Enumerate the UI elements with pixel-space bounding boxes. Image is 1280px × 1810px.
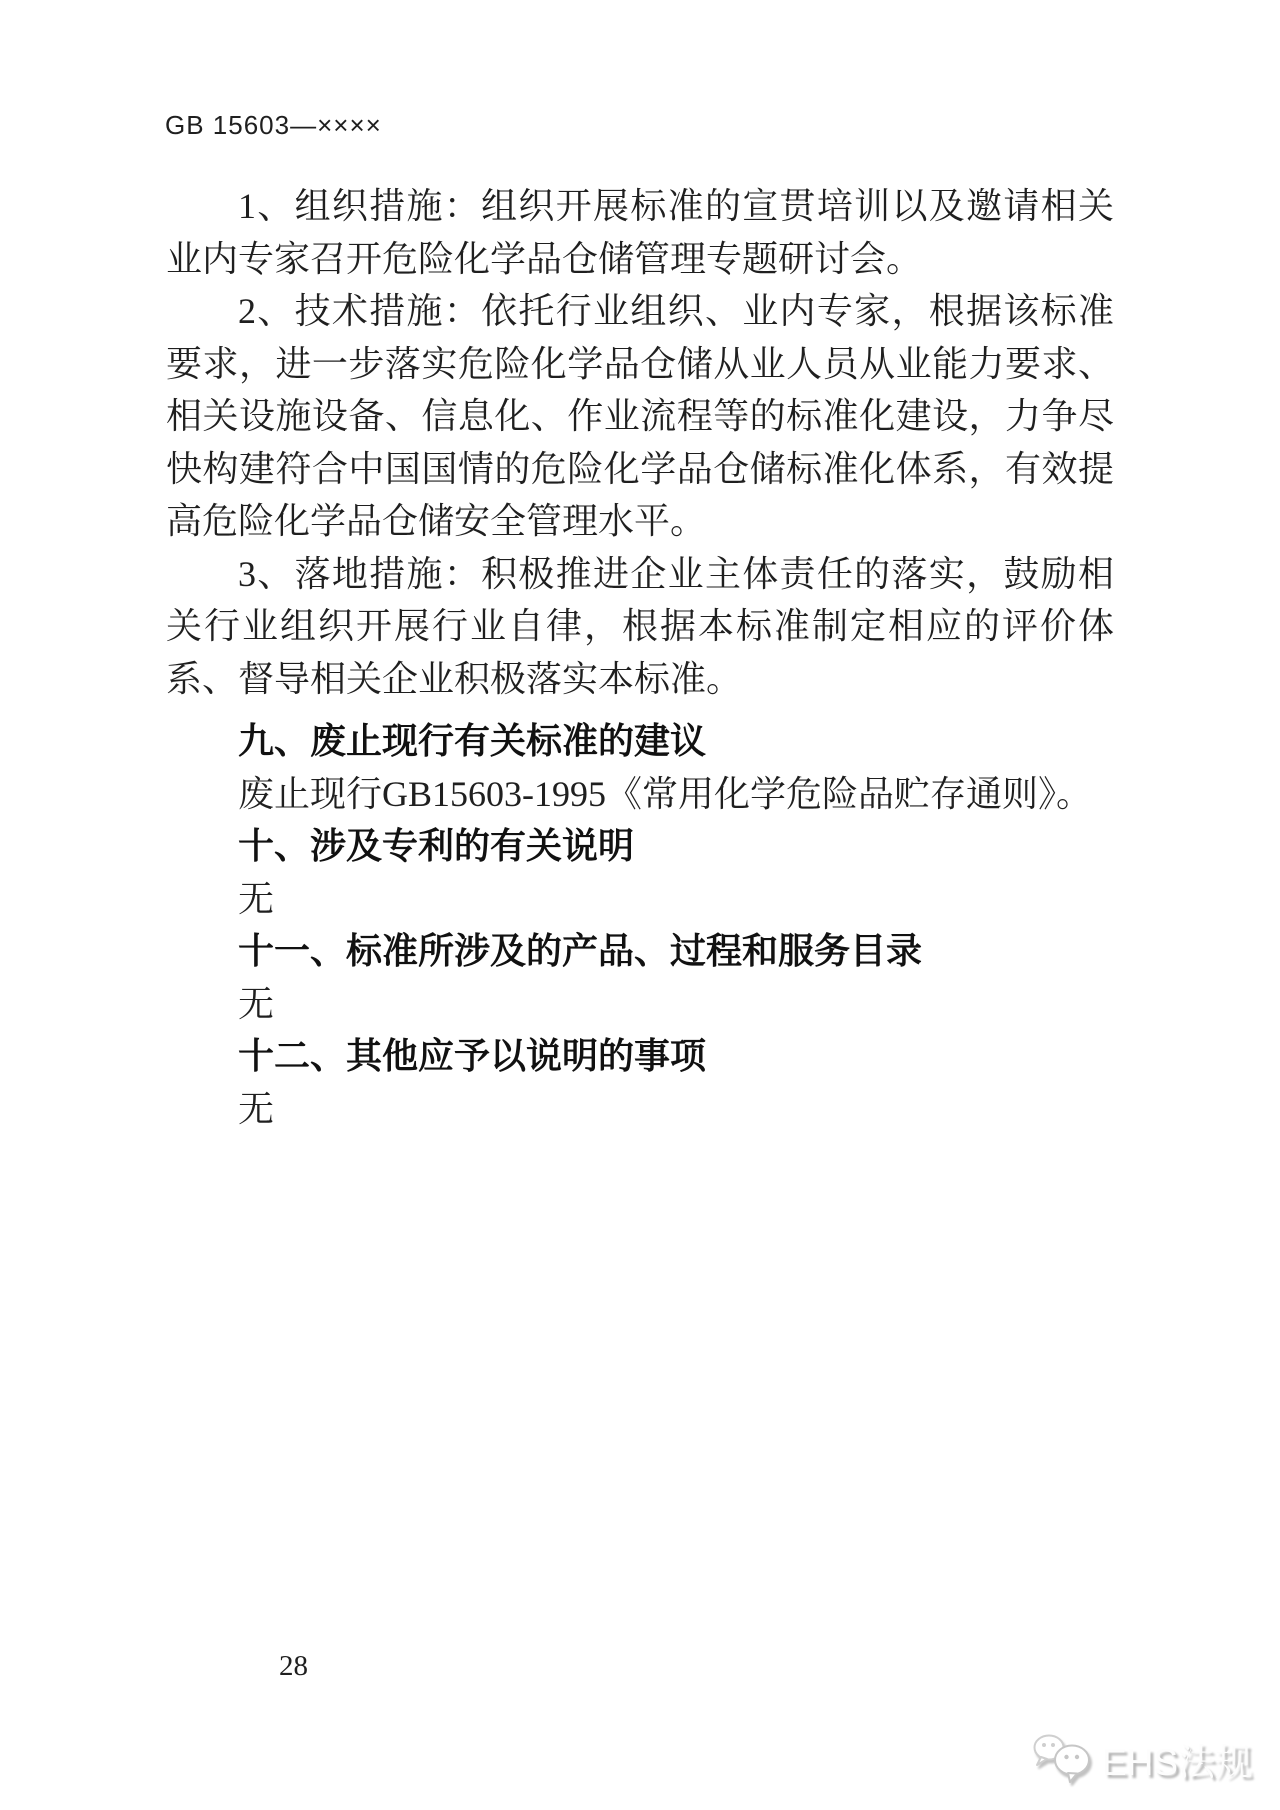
section-heading-11: 十一、标准所涉及的产品、过程和服务目录 bbox=[238, 930, 923, 971]
paragraph-catalog-none: 无 bbox=[238, 983, 275, 1024]
paragraph-abolish-standard: 废止现行GB15603-1995《常用化学危险品贮存通则》。 bbox=[238, 773, 1092, 814]
section-heading-9: 九、废止现行有关标准的建议 bbox=[238, 720, 707, 761]
paragraph-organizational-measures: 1、组织措施：组织开展标准的宣贯培训以及邀请相关业内专家召开危险化学品仓储管理专题研讨会。 bbox=[166, 186, 1114, 279]
paragraph-patents-none: 无 bbox=[238, 878, 275, 919]
watermark-label: EHS法规 bbox=[1102, 1742, 1253, 1783]
paragraph-other-none: 无 bbox=[238, 1088, 275, 1129]
standard-number-header: GB 15603—×××× bbox=[165, 110, 382, 140]
paragraph-technical-measures: 2、技术措施：依托行业组织、业内专家，根据该标准要求，进一步落实危险化学品仓储从业人员从业能力要求、相关设施设备、信息化、作业流程等的标准化建设，力争尽快构建符合中国国情的危险化学品仓储标准化体系，有效提高危险化学品仓储安全管理水平。 bbox=[166, 291, 1114, 541]
page-number: 28 bbox=[279, 1650, 308, 1682]
wechat-chat-bubbles-icon bbox=[1032, 1734, 1094, 1784]
paragraph-implementation-measures: 3、落地措施：积极推进企业主体责任的落实，鼓励相关行业组织开展行业自律，根据本标准制定相应的评价体系、督导相关企业积极落实本标准。 bbox=[166, 553, 1114, 699]
watermark bbox=[1032, 1732, 1252, 1786]
section-heading-12: 十二、其他应予以说明的事项 bbox=[238, 1035, 707, 1076]
document-body bbox=[166, 180, 1114, 1135]
section-heading-10: 十、涉及专利的有关说明 bbox=[238, 825, 635, 866]
